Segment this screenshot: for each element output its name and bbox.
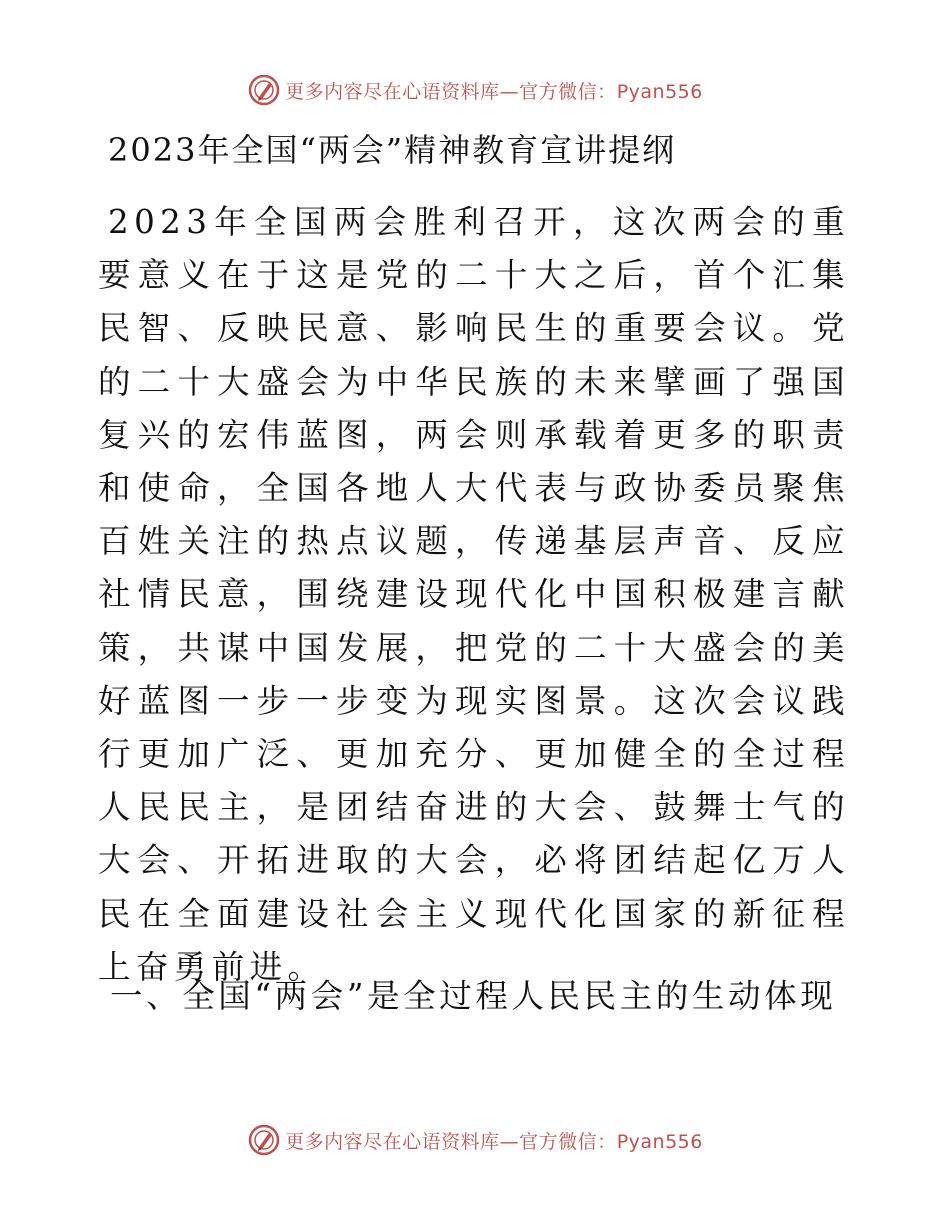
watermark-separator: — [499,80,520,103]
pen-circle-logo-icon [247,73,281,107]
watermark-wechat-label: 官方微信： [519,80,617,103]
watermark-text [285,77,703,104]
watermark-wechat-id: Pyan556 [616,80,703,103]
watermark-main-text: 更多内容尽在心语资料库 [285,1130,500,1153]
watermark-main-text: 更多内容尽在心语资料库 [285,80,500,103]
footer-watermark [0,1123,950,1157]
watermark-wechat-id: Pyan556 [616,1130,703,1153]
watermark-wechat-label: 官方微信： [519,1130,617,1153]
section-heading-1: 一、全国“两会”是全过程人民民主的生动体现 [110,977,837,1015]
watermark-separator: — [499,1130,520,1153]
pen-circle-logo-icon [247,1123,281,1157]
document-body-paragraph: 2023年全国两会胜利召开，这次两会的重要意义在于这是党的二十大之后，首个汇集民智、反映民意、影响民生的重要会议。党的二十大盛会为中华民族的未来擘画了强国复兴的宏伟蓝图，两会则承载着更多的职责和使命，全国各地人大代表与政协委员聚焦百姓关注的热点议题，传递基层声音、反应社情民意，围绕建设现代化中国积极建言献策，共谋中国发展，把党的二十大盛会的美好蓝图一步一步变为现实图景。这次会议践行更加广泛、更加充分、更加健全的全过程人民民主，是团结奋进的大会、鼓舞士气的大会、开拓进取的大会，必将团结起亿万人民在全面建设社会主义现代化国家的新征程上奋勇前进。 [98,203,850,986]
watermark-text [285,1127,703,1154]
document-title: 2023年全国“两会”精神教育宣讲提纲 [108,131,677,169]
header-watermark [0,73,950,107]
